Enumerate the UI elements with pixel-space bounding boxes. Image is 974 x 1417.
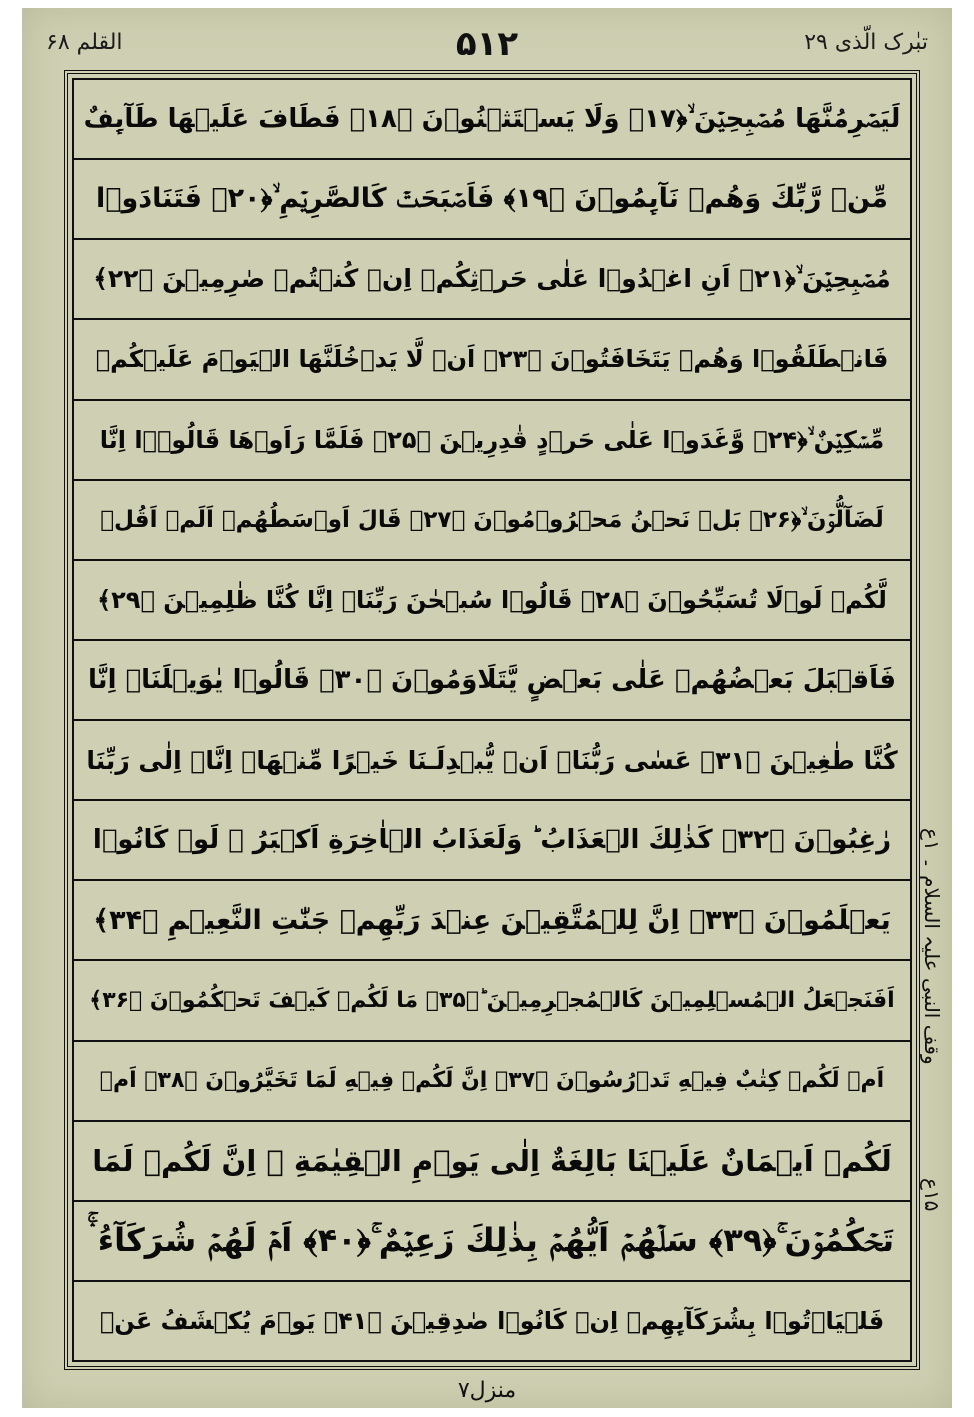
- verse-line: مِّسۡكِيۡنٌ ۙ﴿۲۴﴾ وَّغَدَوۡا عَلٰى حَرۡدٍ قٰدِرِيۡنَ ﴿۲۵﴾ فَلَمَّا رَاَوۡهَا قَالُوۡۤا اِنَّا: [74, 401, 910, 481]
- verse-line: اَمۡ لَكُمۡ كِتٰبٌ فِيۡهِ تَدۡرُسُوۡنَ ﴿۳۷﴾ اِنَّ لَكُمۡ فِيۡهِ لَمَا تَخَيَّرُوۡنَ ﴿۳۸﴾ اَمۡ: [74, 1042, 910, 1122]
- page-number: ۵۱۲: [455, 24, 519, 64]
- verse-line: كُنَّا طٰغِيۡنَ ﴿۳۱﴾ عَسٰى رَبُّنَاۤ اَنۡ يُّبۡدِلَـنَا خَيۡرًا مِّنۡهَاۤ اِنَّاۤ اِلٰى رَبِّنَا: [74, 721, 910, 801]
- quran-page: [22, 8, 952, 1408]
- surah-name: القلم ۶۸: [46, 30, 123, 55]
- verse-line: تَحۡكُمُوۡنَ ۚ﴿۳۹﴾ سَلۡهُمۡ اَيُّهُمۡ بِذٰلِكَ زَعِيۡمٌ ۚ﴿۴۰﴾ اَمۡ لَهُمۡ شُرَكَآءُ ۛۚ: [74, 1202, 910, 1282]
- verse-line: رٰغِبُوۡنَ ﴿۳۲﴾ كَذٰلِكَ الۡعَذَابُ ؕ وَلَعَذَابُ الۡاٰخِرَةِ اَكۡبَرُ ۘ لَوۡ كَانُوۡا: [74, 801, 910, 881]
- verse-line: فَاَقۡبَلَ بَعۡضُهُمۡ عَلٰى بَعۡضٍ يَّتَلَاوَمُوۡنَ ﴿۳۰﴾ قَالُوۡا يٰوَيۡلَنَاۤ اِنَّا: [74, 641, 910, 721]
- page-header: [22, 8, 952, 70]
- verse-line: اَفَنَجۡعَلُ الۡمُسۡلِمِيۡنَ كَالۡمُجۡرِمِيۡنَ ؕ﴿۳۵﴾ مَا لَكُمۡ كَيۡفَ تَحۡكُمُوۡنَ ﴿۳۶﴾: [74, 961, 910, 1041]
- manzil-label: منزل۷: [457, 1378, 517, 1403]
- verse-line: لَضَآلُّوۡنَ ۙ﴿۲۶﴾ بَلۡ نَحۡنُ مَحۡرُوۡمُوۡنَ ﴿۲۷﴾ قَالَ اَوۡسَطُهُمۡ اَلَمۡ اَقُلۡ: [74, 481, 910, 561]
- juz-name: تبٰرک الّذی ۲۹: [804, 30, 928, 55]
- verse-line: فَانۡطَلَقُوۡا وَهُمۡ يَتَخَافَتُوۡنَ ﴿۲۳﴾ اَنۡ لَّا يَدۡخُلَنَّهَا الۡيَوۡمَ عَلَيۡكُمۡ: [74, 320, 910, 400]
- verse-line: مُصۡبِحِيۡنَ ۙ﴿۲۱﴾ اَنِ اغۡدُوۡا عَلٰى حَرۡثِكُمۡ اِنۡ كُنۡتُمۡ صٰرِمِيۡنَ ﴿۲۲﴾: [74, 240, 910, 320]
- verse-line: لَكُمۡ اَيۡمَانٌ عَلَيۡنَا بَالِغَةٌ اِلٰى يَوۡمِ الۡقِيٰمَةِ ۙ اِنَّ لَكُمۡ لَمَا: [74, 1122, 910, 1202]
- ruku-marker: وقف النبی علیہ السلام ۔ ۱ع: [920, 828, 944, 1065]
- verse-line: لَيَصۡرِمُنَّهَا مُصۡبِحِيۡنَ ۙ﴿۱۷﴾ وَلَا يَسۡتَثۡنُوۡنَ ﴿۱۸﴾ فَطَافَ عَلَيۡهَا طَآٮِٕفٌ: [74, 80, 910, 160]
- verse-line: يَعۡلَمُوۡنَ ﴿۳۳﴾ اِنَّ لِلۡمُتَّقِيۡنَ عِنۡدَ رَبِّهِمۡ جَنّٰتِ النَّعِيۡمِ ﴿۳۴﴾: [74, 881, 910, 961]
- verse-line: مِّنۡ رَّبِّكَ وَهُمۡ نَآٮِٕمُوۡنَ ﴿۱۹﴾ فَاَصۡبَحَتۡ كَالصَّرِيۡمِ ۙ﴿۲۰﴾ فَتَنَادَوۡا: [74, 160, 910, 240]
- verse-line: لَّكُمۡ لَوۡلَا تُسَبِّحُوۡنَ ﴿۲۸﴾ قَالُوۡا سُبۡحٰنَ رَبِّنَاۤ اِنَّا كُنَّا ظٰلِمِيۡنَ ﴿۲۹﴾: [74, 561, 910, 641]
- text-frame: [64, 70, 920, 1370]
- ruku-marker-2: ۱۵ع: [920, 1178, 944, 1212]
- verse-lines: [74, 80, 910, 1360]
- verse-line: فَلۡيَاۡتُوۡا بِشُرَكَآٮِٕهِمۡ اِنۡ كَانُوۡا صٰدِقِيۡنَ ﴿۴۱﴾ يَوۡمَ يُكۡشَفُ عَنۡ: [99, 1306, 885, 1335]
